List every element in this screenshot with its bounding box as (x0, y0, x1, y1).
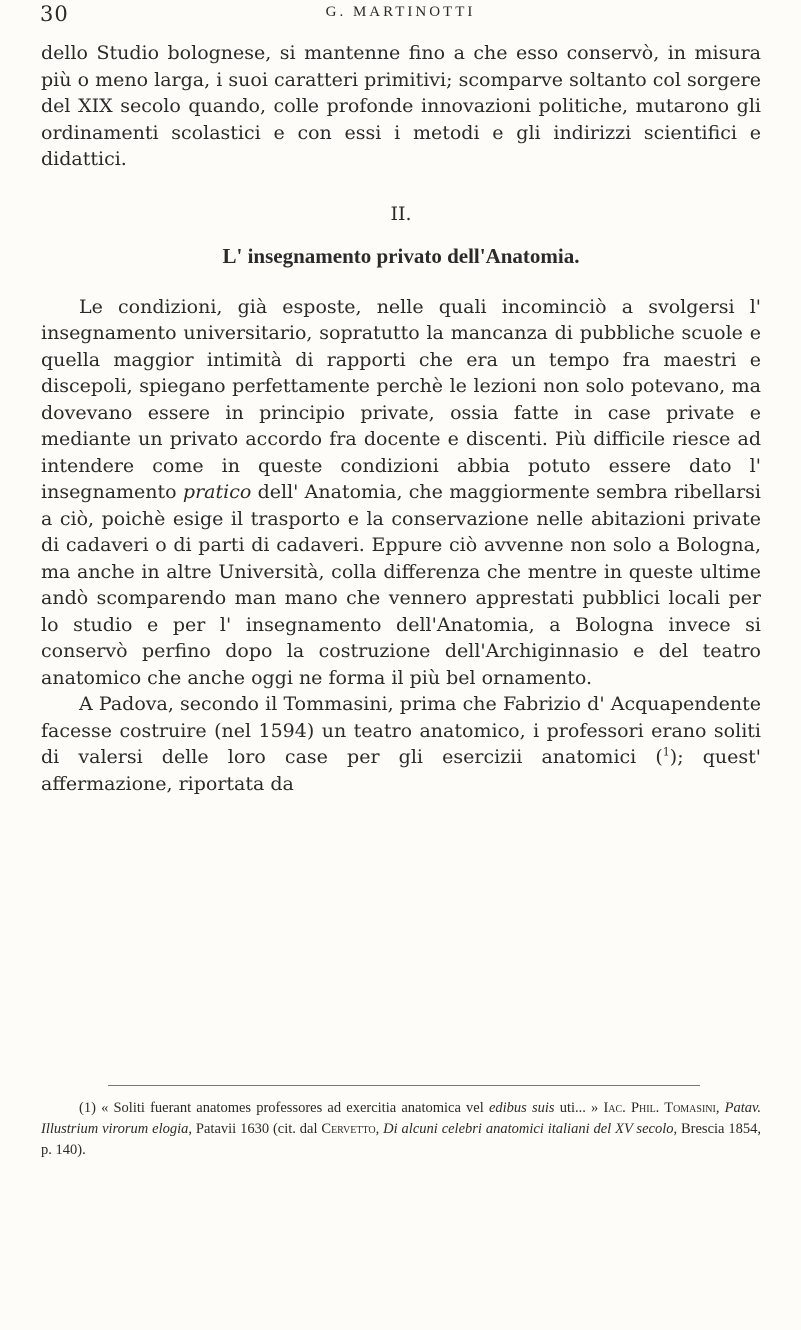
footnote-author-1: Iac. Phil. Tomasini (603, 1100, 716, 1116)
paragraph-3-text-b: ); quest' affermazione, riportata da (41, 746, 762, 795)
footnote-work-2: Di alcuni celebri anatomici italiani del XV secolo (383, 1121, 674, 1137)
paragraph-2 (41, 294, 761, 692)
section-number: II. (390, 202, 412, 225)
footnote-imprint-2: , Brescia 1854, p. 140). (41, 1121, 761, 1158)
paragraph-2-text-a: Le condizioni, già esposte, nelle quali incominciò a svolgersi l' insegnamento universitario, sopratutto la mancanza di pubbliche scuole e quella maggior intimità di rapporti che era un tempo fra maestri e discepoli, spiegano perfettamente perchè le lezioni non solo potevano, ma dovevano essere in principio private, ossia fatte in case private e mediante un privato accordo fra docente e discenti. Più difficile riesce ad intendere come in queste condizioni abbia potuto essere dato l' insegnamento (41, 295, 761, 503)
footnote-sep-1: , (715, 1100, 725, 1116)
footnote-imprint-1: , Patavii 1630 (cit. dal (188, 1121, 322, 1137)
footnote-reference: 1 (662, 745, 670, 759)
page-number: 30 (40, 2, 69, 26)
paragraph-3-text-a: A Padova, secondo il Tommasini, prima che Fabrizio d' Acquapendente facesse costruire (nel 1594) un teatro anatomico, i professori erano soliti di valersi delle loro case per gli esercizii anatomici ( (41, 693, 761, 768)
paragraph-3 (41, 691, 761, 797)
paragraph-2-emphasis: pratico (182, 481, 252, 503)
section-title: L' insegnamento privato dell'Anatomia. (222, 244, 580, 268)
footnote-author-2: Cervetto (321, 1121, 376, 1137)
paragraph-2-text-b: dell' Anatomia, che maggiormente sembra ribellarsi a ciò, poichè esige il trasporto e la conservazione nelle abitazioni private di cadaveri o di parti di cadaveri. Eppure ciò avvenne non solo a Bologna, ma anche in altre Università, colla differenza che mentre in queste ultime andò scomparendo man mano che vennero apprestati pubblici locali per lo studio e per l' insegnamento dell'Anatomia, a Bologna invece si conservò perfino dopo la costruzione dell'Archiginnasio e del teatro anatomico che anche oggi ne forma il più bel ornamento. (41, 481, 761, 689)
footnote-quote: « Soliti fuerant anatomes professores ad exercitia anatomica vel (95, 1100, 489, 1116)
paragraph-1: dello Studio bolognese, si mantenne fino a che esso conservò, in misura più o meno larga, i suoi caratteri primitivi; scomparve soltanto col sorgere del XIX secolo quando, colle profonde innovazioni politiche, mutarono gli ordinamenti scolastici e con essi i metodi e gli indirizzi scientifici e didattici. (41, 42, 761, 170)
footnote-work-1: Patav. Illustrium virorum elogia (41, 1100, 762, 1137)
footnote (41, 1098, 761, 1161)
footnote-quote-end: uti... » (554, 1100, 604, 1116)
footnote-quote-emphasis: edibus suis (488, 1100, 555, 1116)
running-title: G. MARTINOTTI (325, 4, 476, 20)
footnote-rule (108, 1085, 700, 1086)
footnote-text (41, 1098, 761, 1161)
running-head (0, 0, 801, 40)
footnote-marker: (1) (79, 1100, 96, 1116)
footnote-sep-2: , (375, 1121, 384, 1137)
main-text (41, 40, 761, 797)
